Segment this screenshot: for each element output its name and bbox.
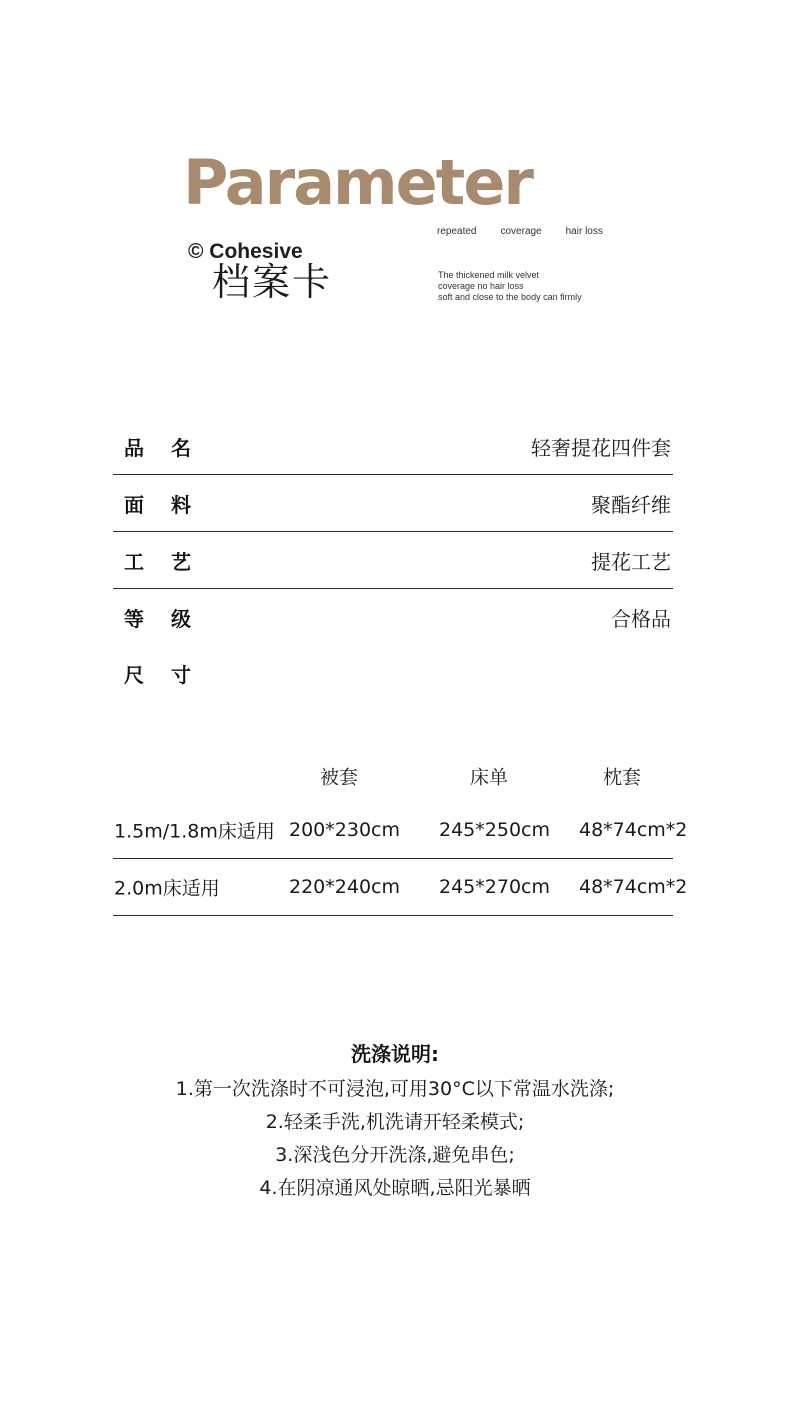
param-row-name: [113, 418, 673, 475]
table-cell: 2.0m床适用: [114, 877, 220, 900]
param-label: [113, 432, 191, 461]
param-label-char: 级: [171, 606, 191, 631]
param-label-char: 等: [124, 606, 144, 631]
washing-line: 3.深浅色分开洗涤,避免串色;: [275, 1144, 515, 1166]
table-row: [113, 802, 688, 859]
param-row-material: [113, 475, 673, 532]
param-row-size: [113, 645, 673, 701]
param-row-craft: [113, 532, 673, 589]
table-cell: 220*240cm: [289, 876, 400, 898]
table-cell: 48*74cm*2: [579, 819, 688, 841]
feature-tag: coverage: [500, 226, 542, 237]
description-line: coverage no hair loss: [438, 281, 524, 291]
param-label: [113, 489, 191, 518]
table-cell: 245*250cm: [439, 819, 550, 841]
feature-description: [438, 270, 582, 303]
column-header: 被套: [320, 766, 359, 789]
washing-title: 洗涤说明:: [351, 1042, 439, 1066]
page-title: Parameter: [183, 146, 532, 219]
table-cell: 200*230cm: [289, 819, 400, 841]
param-label: [113, 603, 191, 632]
param-label: [113, 659, 191, 688]
size-table-header: [113, 750, 673, 802]
washing-line: 4.在阴凉通风处晾晒,忌阳光暴晒: [259, 1177, 531, 1199]
washing-instructions: [0, 1038, 790, 1205]
param-label-char: 品: [124, 435, 144, 460]
size-table: [113, 750, 688, 916]
param-row-grade: [113, 589, 673, 645]
feature-tags: [437, 226, 603, 237]
param-value: 聚酯纤维: [591, 492, 671, 517]
washing-line: 1.第一次洗涤时不可浸泡,可用30°C以下常温水洗涤;: [175, 1078, 615, 1100]
description-line: The thickened milk velvet: [438, 270, 540, 280]
table-row: [113, 859, 688, 916]
description-line: soft and close to the body can firmly: [438, 292, 582, 302]
table-cell: 48*74cm*2: [579, 876, 688, 898]
washing-line: 2.轻柔手洗,机洗请开轻柔模式;: [265, 1111, 525, 1133]
param-value: 提花工艺: [591, 549, 671, 574]
param-value: 轻奢提花四件套: [531, 435, 671, 460]
archive-subtitle: 档案卡: [212, 260, 333, 304]
param-label-char: 名: [171, 435, 191, 460]
param-label-char: 寸: [171, 662, 191, 687]
column-header: 枕套: [603, 766, 642, 789]
table-cell: 1.5m/1.8m床适用: [114, 820, 275, 843]
param-value: 合格品: [611, 606, 671, 631]
param-label-char: 面: [124, 492, 144, 517]
param-label: [113, 546, 191, 575]
feature-tag: hair loss: [565, 226, 603, 237]
param-label-char: 艺: [171, 549, 191, 574]
table-cell: 245*270cm: [439, 876, 550, 898]
param-label-char: 尺: [124, 662, 144, 687]
parameter-list: [113, 418, 673, 701]
brand-name: © Cohesive: [188, 240, 303, 263]
feature-tag: repeated: [437, 226, 477, 237]
column-header: 床单: [470, 766, 509, 789]
param-label-char: 料: [171, 492, 191, 517]
param-label-char: 工: [124, 549, 144, 574]
